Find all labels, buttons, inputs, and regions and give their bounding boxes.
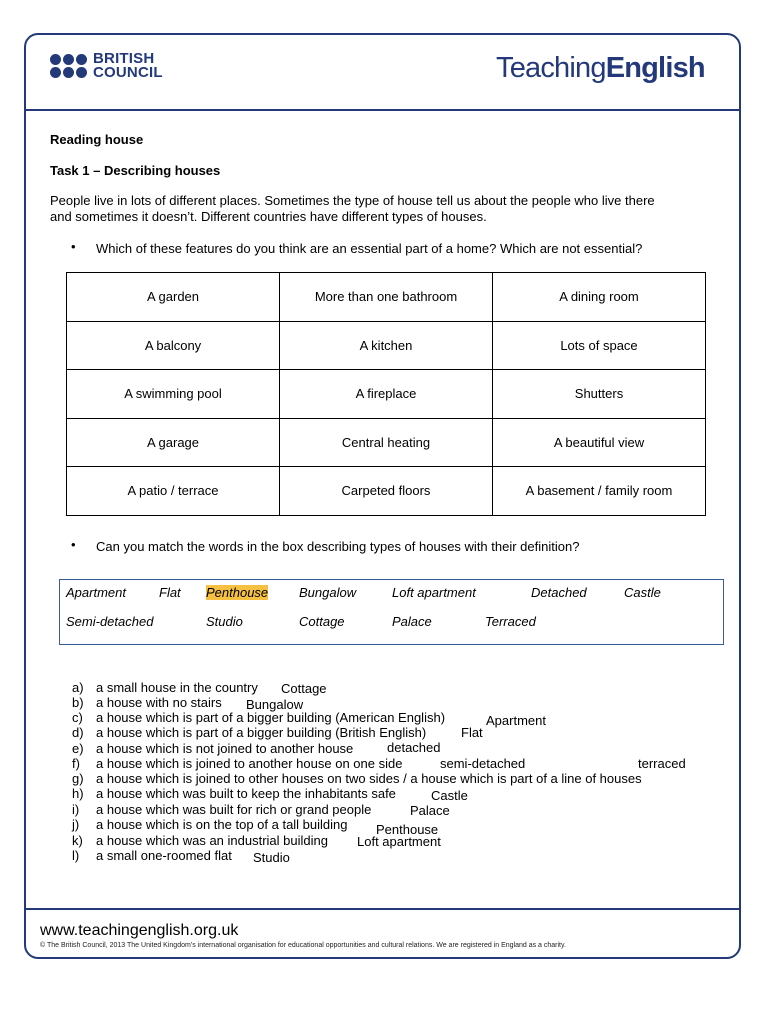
word-palace: Palace	[392, 614, 432, 629]
footer-divider	[24, 908, 741, 910]
def-answer: Penthouse	[376, 822, 439, 837]
def-text: a house which was an industrial building	[96, 833, 328, 848]
def-answer: Bungalow	[246, 697, 304, 712]
def-letter: i)	[72, 802, 80, 817]
table-cell: A garden	[67, 273, 280, 322]
def-letter: l)	[72, 848, 80, 863]
logo-text-line2: COUNCIL	[93, 64, 163, 81]
def-letter: c)	[72, 710, 83, 725]
doc-title: Reading house	[50, 132, 144, 147]
table-cell: A patio / terrace	[67, 467, 280, 516]
word-semi-detached: Semi-detached	[66, 614, 154, 629]
def-answer: Palace	[410, 803, 450, 818]
teaching-english-logo	[496, 52, 705, 85]
def-letter: j)	[72, 817, 80, 832]
word-bungalow: Bungalow	[299, 585, 357, 600]
def-answer: Apartment	[486, 713, 546, 728]
def-text: a house which is on the top of a tall building	[96, 817, 348, 832]
table-cell: A balcony	[67, 321, 280, 370]
table-cell: A kitchen	[280, 321, 493, 370]
def-letter: d)	[72, 725, 84, 740]
def-text: a small one-roomed flat	[96, 848, 232, 863]
table-cell: A beautiful view	[493, 418, 706, 467]
table-cell: Carpeted floors	[280, 467, 493, 516]
word-castle: Castle	[624, 585, 661, 600]
table-row	[67, 273, 706, 322]
table-cell: A basement / family room	[493, 467, 706, 516]
def-text: a house which is not joined to another house	[96, 741, 354, 756]
def-answer: Castle	[431, 788, 468, 803]
question-1: Which of these features do you think are an essential part of a home? Which are not essential?	[96, 241, 643, 256]
word-flat: Flat	[159, 585, 181, 600]
task-heading: Task 1 – Describing houses	[50, 163, 221, 178]
table-row	[67, 370, 706, 419]
table-cell: A dining room	[493, 273, 706, 322]
british-council-logo	[50, 52, 163, 80]
logo-text-line1: BRITISH	[93, 50, 155, 67]
table-cell: Shutters	[493, 370, 706, 419]
def-answer: detached	[387, 740, 441, 755]
table-row	[67, 467, 706, 516]
table-row	[67, 321, 706, 370]
def-text: a house which is part of a bigger building (British English)	[96, 725, 427, 740]
word-loft-apartment: Loft apartment	[392, 585, 476, 600]
def-letter: a)	[72, 680, 84, 695]
def-letter: e)	[72, 741, 84, 756]
table-cell: A garage	[67, 418, 280, 467]
def-letter: b)	[72, 695, 84, 710]
logo-english: English	[605, 52, 705, 84]
def-letter: g)	[72, 771, 84, 786]
def-letter: f)	[72, 756, 80, 771]
table-cell: A fireplace	[280, 370, 493, 419]
def-answer: Loft apartment	[357, 834, 441, 849]
bullet-2: •	[71, 537, 76, 552]
def-answer: Studio	[253, 850, 290, 865]
word-terraced: Terraced	[485, 614, 536, 629]
word-penthouse-highlighted: Penthouse	[206, 585, 269, 600]
def-text: a house which was built to keep the inhabitants safe	[96, 786, 396, 801]
def-text: a house with no stairs	[96, 695, 222, 710]
intro-line-2: and sometimes it doesn’t. Different countries have different types of houses.	[50, 209, 487, 224]
features-table	[66, 272, 706, 516]
logo-teaching: Teaching	[496, 52, 606, 84]
word-apartment: Apartment	[66, 585, 126, 600]
intro-line-1: People live in lots of different places. Sometimes the type of house tell us about the people who live there	[50, 193, 655, 208]
footer-legal: © The British Council, 2013 The United Kingdom’s international organisation for educational opportunities and cultural relations. We are registered in England as a charity.	[40, 942, 566, 949]
word-detached: Detached	[531, 585, 587, 600]
def-text: a house which is joined to another house on one side	[96, 756, 403, 771]
table-cell: Lots of space	[493, 321, 706, 370]
footer-website: www.teachingenglish.org.uk	[40, 922, 239, 939]
table-cell: Central heating	[280, 418, 493, 467]
def-answer: Flat	[461, 725, 483, 740]
def-answer: Cottage	[281, 681, 327, 696]
header-divider	[24, 109, 741, 111]
def-answer: terraced	[638, 756, 686, 771]
table-row	[67, 418, 706, 467]
british-council-dots-icon	[50, 54, 87, 78]
bullet-1: •	[71, 239, 76, 254]
def-text: a house which is part of a bigger building (American English)	[96, 710, 446, 725]
def-letter: h)	[72, 786, 84, 801]
word-cottage: Cottage	[299, 614, 345, 629]
word-studio: Studio	[206, 614, 243, 629]
table-cell: More than one bathroom	[280, 273, 493, 322]
def-text: a small house in the country	[96, 680, 258, 695]
table-cell: A swimming pool	[67, 370, 280, 419]
question-2: Can you match the words in the box describing types of houses with their definition?	[96, 539, 580, 554]
def-letter: k)	[72, 833, 83, 848]
def-text: a house which is joined to other houses on two sides / a house which is part of a line of houses	[96, 771, 642, 786]
def-text: a house which was built for rich or grand people	[96, 802, 372, 817]
def-answer: semi-detached	[440, 756, 526, 771]
